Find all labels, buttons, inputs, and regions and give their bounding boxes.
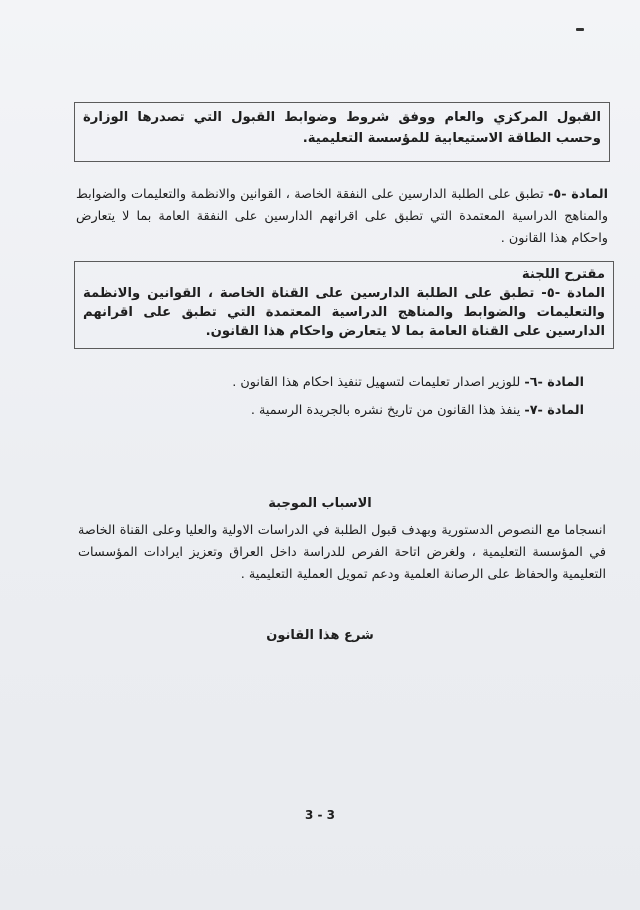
committee-article-text: تطبق على الطلبة الدارسين على القناة الخاصة ، القوانين والانظمة والتعليمات والضوابط والمناهج الدراسية المعتمدة التي تطبق على اقرانهم الدارسين على القناة العامة بما لا يتعارض واحكام هذا القانون. [83, 286, 605, 339]
article-5-text: تطبق على الطلبة الدارسين على النفقة الخاصة ، القوانين والانظمة والتعليمات والضوابط والمناهج الدراسية المعتمدة التي تطبق على اقرانهم الدارسين على النفقة العامة بما لا يتعارض واحكام هذا القانون . [76, 187, 608, 246]
committee-proposal-title: مقترح اللجنة [521, 267, 605, 282]
committee-article-label: المادة -٥- [541, 286, 606, 301]
continued-text-box [74, 102, 610, 162]
reasons-paragraph: انسجاما مع النصوص الدستورية وبهدف قبول الطلبة في الدراسات الاولية والعليا وعلى القناة الخاصة في المؤسسة التعليمية ، ولغرض اتاحة الفرص للدراسة داخل العراق وتعزيز ايرادات المؤسسات التعليمية والحفاظ على الرصانة العلمية ودعم تمويل العملية التعليمية . [78, 523, 606, 582]
article-6 [44, 375, 584, 390]
article-7-label: المادة -٧- [524, 403, 584, 418]
article-7-text: ينفذ هذا القانون من تاريخ نشره بالجريدة الرسمية . [250, 403, 521, 418]
continued-text: القبول المركزي والعام ووفق شروط وضوابط القبول التي تصدرها الوزارة وحسب الطاقة الاستيعابية للمؤسسة التعليمية. [83, 110, 601, 146]
article-5 [76, 184, 608, 250]
article-6-text: للوزير اصدار تعليمات لتسهيل تنفيذ احكام هذا القانون . [232, 375, 521, 390]
reasons-heading: الاسباب الموجبة [268, 496, 372, 511]
article-7 [44, 403, 584, 418]
article-6-label: المادة -٦- [524, 375, 584, 390]
article-5-label: المادة -٥- [548, 187, 608, 202]
ink-mark [576, 28, 584, 31]
explanation-heading: شرع هذا القانون [266, 628, 374, 643]
page-number: 3 - 3 [304, 808, 336, 822]
committee-proposal-box [74, 261, 614, 349]
